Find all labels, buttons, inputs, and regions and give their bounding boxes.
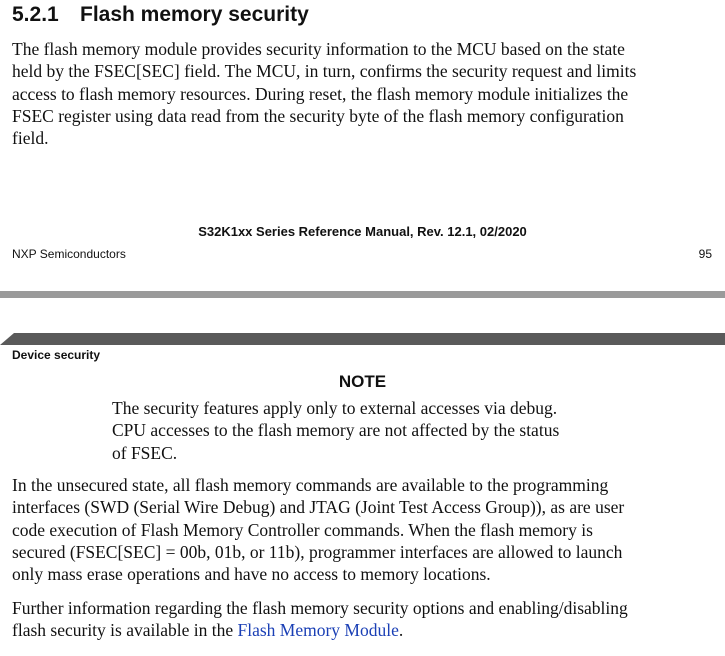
running-header: Device security <box>12 348 101 362</box>
paragraph-line: held by the FSEC[SEC] field. The MCU, in turn, confirms the security request and limits <box>12 61 637 82</box>
footer-page-number: 95 <box>698 247 712 261</box>
note-line: of FSEC. <box>112 442 178 463</box>
paragraph-text: flash security is available in the <box>12 620 238 641</box>
paragraph-line: The flash memory module provides security information to the MCU based on the state <box>12 39 625 59</box>
paragraph-line: secured (FSEC[SEC] = 00b, 01b, or 11b), programmer interfaces are allowed to launch <box>12 541 623 562</box>
section-paragraph <box>12 38 636 149</box>
note-body <box>112 397 559 464</box>
note-line: CPU accesses to the flash memory are not affected by the status <box>112 420 560 441</box>
paragraph-line: Further information regarding the flash memory security options and enabling/disabling <box>12 598 628 618</box>
further-info-paragraph <box>12 597 628 642</box>
paragraph-text: . <box>398 620 404 641</box>
paragraph-line: field. <box>12 128 49 149</box>
paragraph-line: access to flash memory resources. During reset, the flash memory module initializes the <box>12 83 629 104</box>
header-bar-shape <box>0 333 725 345</box>
paragraph-line: code execution of Flash Memory Controller commands. When the flash memory is <box>12 519 593 540</box>
page-divider <box>0 291 725 298</box>
section-title: Flash memory security <box>80 3 309 26</box>
paragraph-line: FSEC register using data read from the security byte of the flash memory configuration <box>12 105 624 126</box>
paragraph-line: In the unsecured state, all flash memory commands are available to the programming <box>12 475 609 495</box>
paragraph-line <box>12 619 628 641</box>
flash-memory-module-link[interactable]: Flash Memory Module <box>237 620 399 641</box>
paragraph-line: interfaces (SWD (Serial Wire Debug) and JTAG (Joint Test Access Group)), as are user <box>12 497 625 518</box>
footer-company: NXP Semiconductors <box>12 247 126 261</box>
unsecured-paragraph <box>12 474 624 585</box>
paragraph-line: only mass erase operations and have no access to memory locations. <box>12 564 491 585</box>
footer-manual-title: S32K1xx Series Reference Manual, Rev. 12.1, 02/2020 <box>198 224 527 239</box>
section-heading <box>12 2 309 28</box>
running-header-bar <box>0 333 725 345</box>
section-number: 5.2.1 <box>12 3 59 26</box>
note-title: NOTE <box>338 372 387 391</box>
note-line: The security features apply only to external accesses via debug. <box>112 398 558 418</box>
